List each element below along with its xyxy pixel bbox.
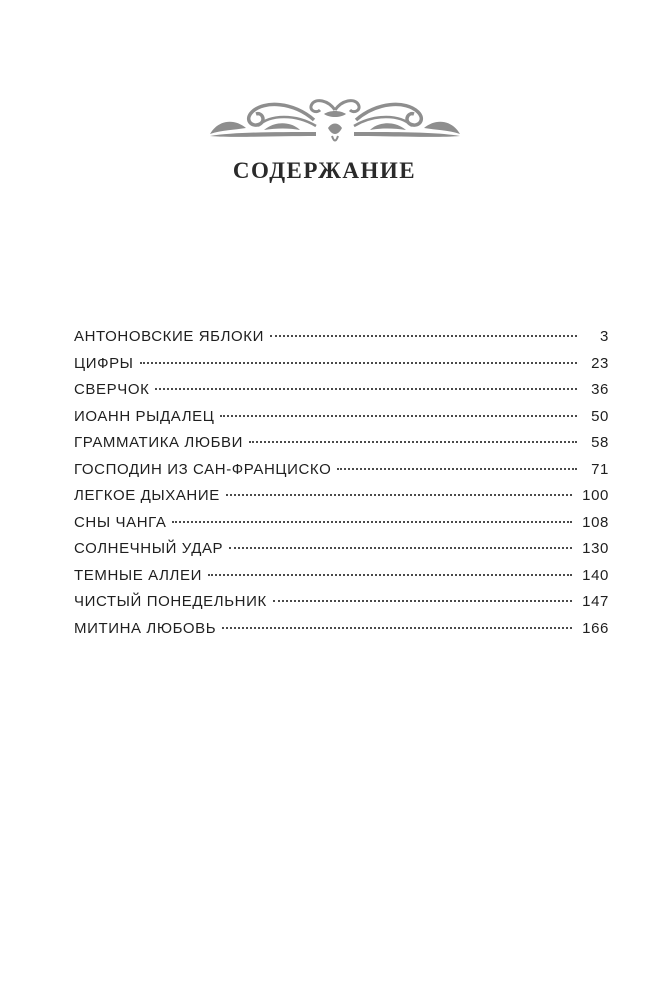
page-title: СОДЕРЖАНИЕ [232,158,417,183]
toc-entry[interactable] [74,593,609,620]
toc-entry-title: ТЕМНЫЕ АЛЛЕИ [74,566,202,584]
toc-entry[interactable] [74,620,609,647]
toc-entry-title: СОЛНЕЧНЫЙ УДАР [74,540,224,557]
toc-entry-page: 3 [600,328,609,345]
toc-entry-page: 58 [591,434,609,451]
floral-flourish-icon [204,92,466,150]
dot-leader [249,441,577,443]
toc-entry[interactable] [74,514,609,541]
dot-leader [337,468,577,470]
dot-leader [222,627,572,629]
toc-entry-title: ЦИФРЫ [74,354,134,372]
table-of-contents [74,328,609,646]
toc-entry-title: СВЕРЧОК [74,381,150,398]
toc-entry[interactable] [74,487,609,514]
toc-entry-page: 108 [582,513,609,531]
toc-entry[interactable] [74,355,609,382]
toc-entry-page: 140 [582,566,609,584]
toc-entry-page: 100 [582,487,609,504]
toc-entry-title: ГОСПОДИН ИЗ САН-ФРАНЦИСКО [74,460,332,478]
toc-entry-page: 36 [591,381,609,398]
toc-entry-page: 166 [582,619,609,637]
dot-leader [229,547,572,549]
toc-entry-title: ИОАНН РЫДАЛЕЦ [74,407,215,425]
toc-entry[interactable] [74,381,609,408]
toc-entry-page: 23 [591,354,609,372]
toc-entry[interactable] [74,567,609,594]
toc-entry[interactable] [74,408,609,435]
toc-entry[interactable] [74,540,609,567]
toc-entry-title: АНТОНОВСКИЕ ЯБЛОКИ [74,328,265,345]
toc-entry-title: СНЫ ЧАНГА [74,513,167,531]
dot-leader [220,415,577,417]
toc-entry-title: ЧИСТЫЙ ПОНЕДЕЛЬНИК [74,593,267,610]
dot-leader [270,335,577,337]
dot-leader [273,600,572,602]
toc-entry-page: 50 [591,407,609,425]
toc-entry-title: ГРАММАТИКА ЛЮБВИ [74,434,244,451]
toc-entry[interactable] [74,434,609,461]
toc-entry-title: ЛЕГКОЕ ДЫХАНИЕ [74,487,220,504]
dot-leader [155,388,577,390]
dot-leader [140,362,577,364]
toc-entry-title: МИТИНА ЛЮБОВЬ [74,619,217,637]
dot-leader [172,521,572,523]
toc-entry-page: 71 [591,460,609,478]
toc-entry[interactable] [74,328,609,355]
toc-entry-page: 147 [582,593,609,610]
dot-leader [226,494,572,496]
dot-leader [208,574,572,576]
toc-entry[interactable] [74,461,609,488]
toc-entry-page: 130 [582,540,609,557]
